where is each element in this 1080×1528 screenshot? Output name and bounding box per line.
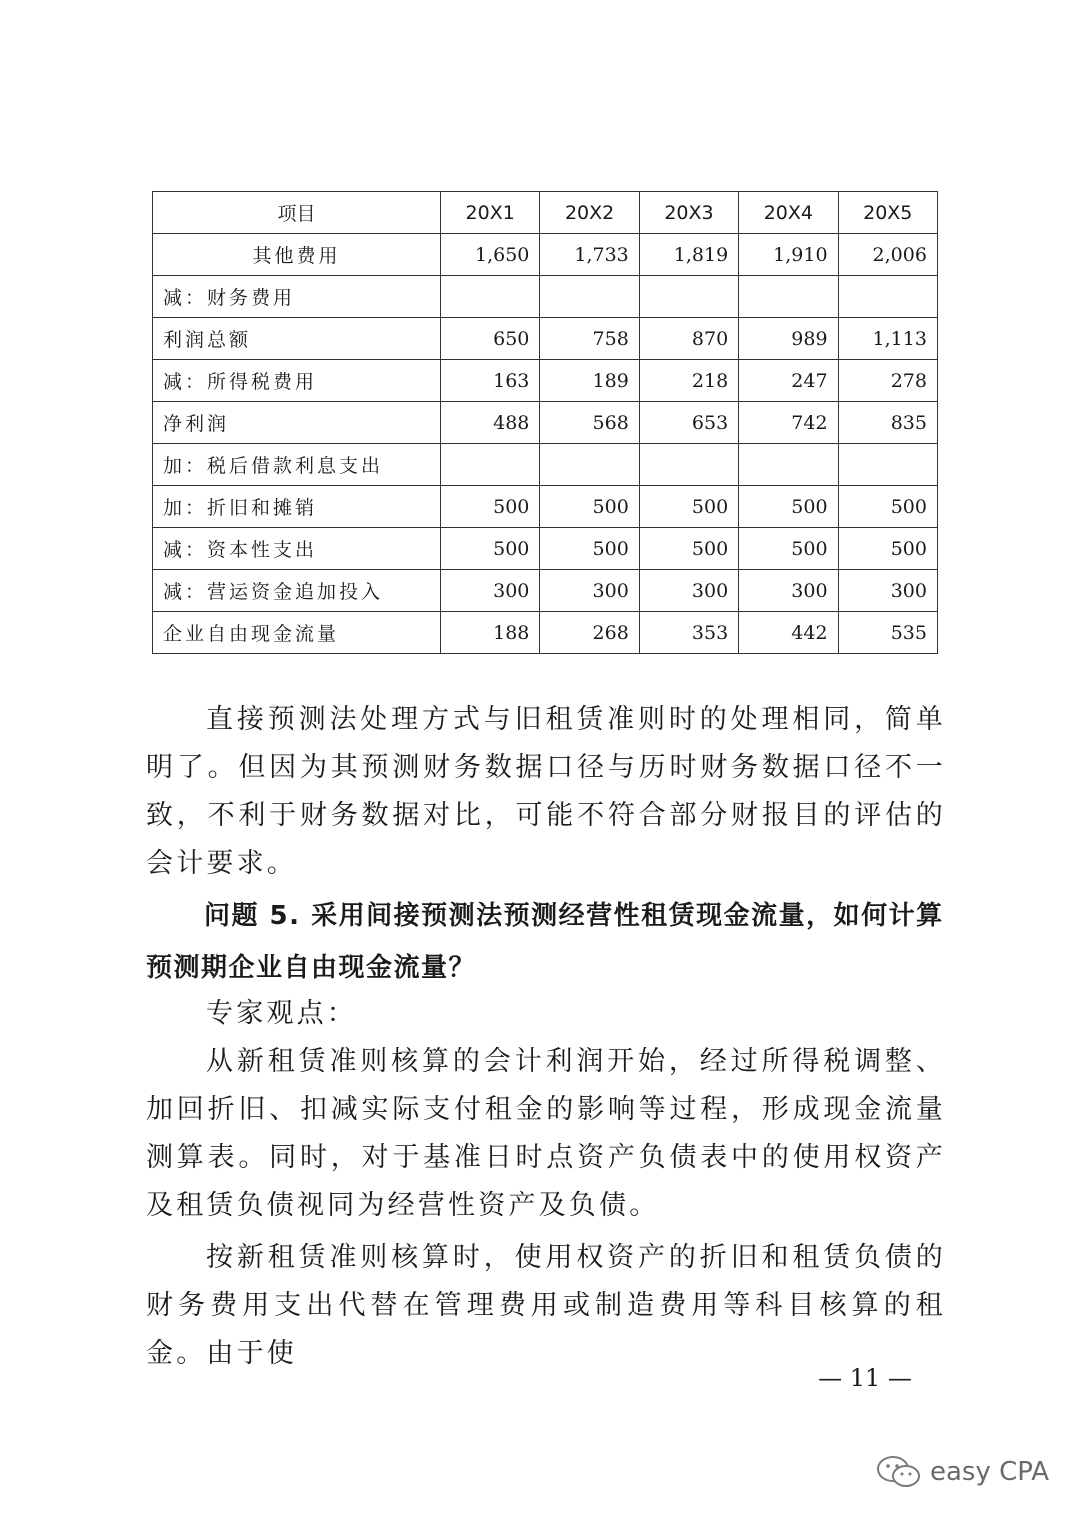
cell-value: 189 bbox=[540, 360, 639, 402]
cell-value bbox=[540, 276, 639, 318]
row-label: 减：营运资金追加投入 bbox=[153, 570, 441, 612]
cell-value: 300 bbox=[838, 570, 937, 612]
paragraph-indirect-method: 从新租赁准则核算的会计利润开始，经过所得税调整、加回折旧、扣减实际支付租金的影响等过程，形成现金流量测算表。同时，对于基准日时点资产负债表中的使用权资产及租赁负债视同为经营性资产及负债。 bbox=[146, 1046, 946, 1221]
table-row bbox=[153, 612, 938, 654]
cell-value: 500 bbox=[441, 528, 540, 570]
table-row bbox=[153, 528, 938, 570]
cell-value bbox=[639, 444, 738, 486]
cell-value: 835 bbox=[838, 402, 937, 444]
wechat-icon bbox=[876, 1455, 922, 1489]
cell-value: 653 bbox=[639, 402, 738, 444]
cell-value: 500 bbox=[540, 486, 639, 528]
expert-label: 专家观点： bbox=[206, 998, 357, 1029]
cell-value: 1,113 bbox=[838, 318, 937, 360]
cell-value: 535 bbox=[838, 612, 937, 654]
cell-value bbox=[838, 276, 937, 318]
cell-value: 247 bbox=[739, 360, 838, 402]
row-label: 企业自由现金流量 bbox=[153, 612, 441, 654]
row-label: 利润总额 bbox=[153, 318, 441, 360]
row-label: 净利润 bbox=[153, 402, 441, 444]
cell-value: 268 bbox=[540, 612, 639, 654]
cell-value: 442 bbox=[739, 612, 838, 654]
table-row bbox=[153, 318, 938, 360]
table-row bbox=[153, 486, 938, 528]
paragraph-new-lease: 按新租赁准则核算时，使用权资产的折旧和租赁负债的财务费用支出代替在管理费用或制造费用等科目核算的租金。由于使 bbox=[146, 1242, 946, 1369]
row-label: 减：资本性支出 bbox=[153, 528, 441, 570]
header-year: 20X2 bbox=[540, 192, 639, 234]
cell-value: 1,650 bbox=[441, 234, 540, 276]
cell-value: 300 bbox=[639, 570, 738, 612]
header-year: 20X4 bbox=[739, 192, 838, 234]
cell-value: 300 bbox=[540, 570, 639, 612]
cell-value: 500 bbox=[739, 486, 838, 528]
cell-value: 870 bbox=[639, 318, 738, 360]
cell-value: 1,733 bbox=[540, 234, 639, 276]
header-year: 20X1 bbox=[441, 192, 540, 234]
cell-value bbox=[441, 444, 540, 486]
watermark-text: easy CPA bbox=[930, 1457, 1050, 1487]
header-year: 20X5 bbox=[838, 192, 937, 234]
paragraph-direct-method: 直接预测法处理方式与旧租赁准则时的处理相同，简单明了。但因为其预测财务数据口径与历时财务数据口径不一致，不利于财务数据对比，可能不符合部分财报目的评估的会计要求。 bbox=[146, 704, 946, 879]
cell-value: 218 bbox=[639, 360, 738, 402]
cell-value: 488 bbox=[441, 402, 540, 444]
header-year: 20X3 bbox=[639, 192, 738, 234]
cell-value: 758 bbox=[540, 318, 639, 360]
table-row bbox=[153, 360, 938, 402]
row-label: 加：税后借款利息支出 bbox=[153, 444, 441, 486]
cell-value: 650 bbox=[441, 318, 540, 360]
cell-value: 353 bbox=[639, 612, 738, 654]
cell-value bbox=[540, 444, 639, 486]
cell-value bbox=[838, 444, 937, 486]
cell-value: 989 bbox=[739, 318, 838, 360]
cell-value bbox=[739, 444, 838, 486]
cell-value: 163 bbox=[441, 360, 540, 402]
cell-value: 1,910 bbox=[739, 234, 838, 276]
cell-value: 500 bbox=[739, 528, 838, 570]
cell-value: 500 bbox=[639, 528, 738, 570]
cell-value: 300 bbox=[739, 570, 838, 612]
row-label: 减：财务费用 bbox=[153, 276, 441, 318]
cell-value: 1,819 bbox=[639, 234, 738, 276]
header-item: 项目 bbox=[153, 192, 441, 234]
cell-value bbox=[739, 276, 838, 318]
cell-value bbox=[639, 276, 738, 318]
table-header-row bbox=[153, 192, 938, 234]
cell-value: 500 bbox=[639, 486, 738, 528]
row-label: 减：所得税费用 bbox=[153, 360, 441, 402]
cell-value: 500 bbox=[838, 528, 937, 570]
table-row bbox=[153, 234, 938, 276]
row-label: 加：折旧和摊销 bbox=[153, 486, 441, 528]
cell-value bbox=[441, 276, 540, 318]
cell-value: 500 bbox=[540, 528, 639, 570]
table-row bbox=[153, 276, 938, 318]
cell-value: 500 bbox=[441, 486, 540, 528]
table-row bbox=[153, 444, 938, 486]
row-label: 其他费用 bbox=[153, 234, 441, 276]
cell-value: 300 bbox=[441, 570, 540, 612]
cell-value: 568 bbox=[540, 402, 639, 444]
cell-value: 742 bbox=[739, 402, 838, 444]
table-row bbox=[153, 402, 938, 444]
cash-flow-table bbox=[152, 191, 938, 654]
watermark bbox=[876, 1455, 1049, 1489]
cell-value: 2,006 bbox=[838, 234, 937, 276]
cell-value: 278 bbox=[838, 360, 937, 402]
page-number: — 11 — bbox=[818, 1364, 912, 1392]
question-heading: 问题 5. 采用间接预测法预测经营性租赁现金流量，如何计算预测期企业自由现金流量？ bbox=[146, 901, 944, 983]
cell-value: 188 bbox=[441, 612, 540, 654]
cell-value: 500 bbox=[838, 486, 937, 528]
table-row bbox=[153, 570, 938, 612]
